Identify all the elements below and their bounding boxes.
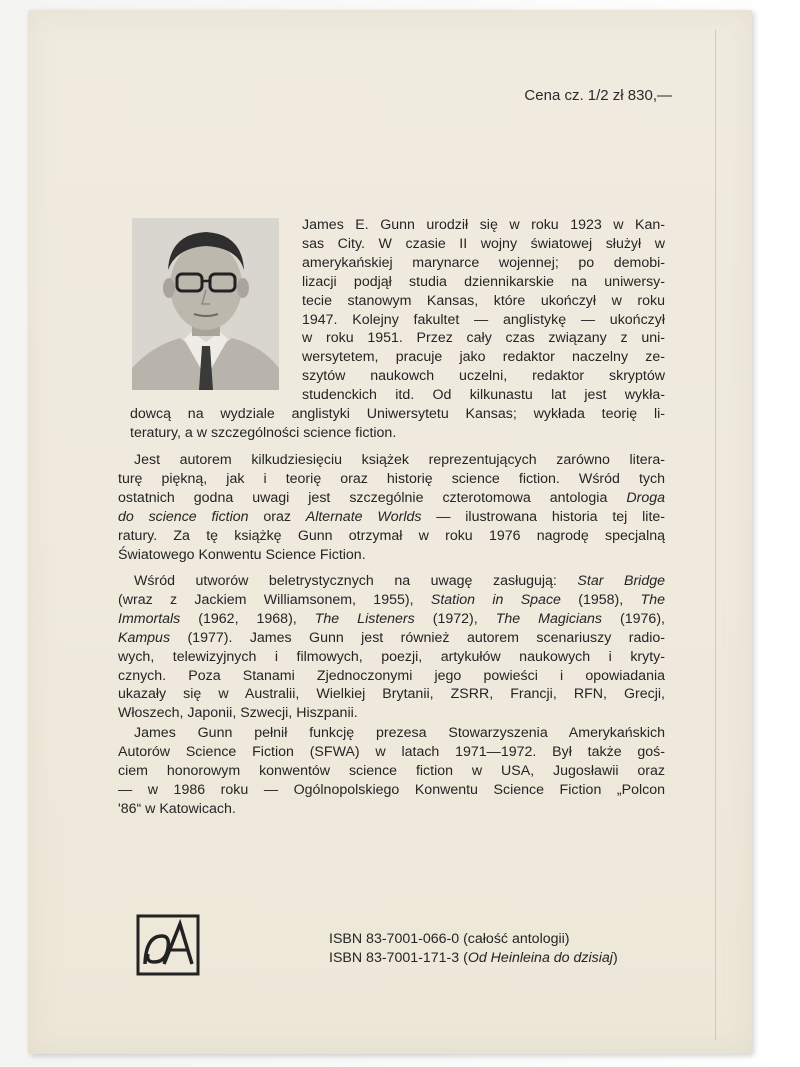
bio-paragraph-1-full (130, 405, 665, 443)
price-label: Cena cz. 1/2 zł 830,— (524, 87, 672, 104)
book-title: Immortals (118, 610, 181, 627)
text-line: amerykańskiej marynarce wojennej; po demobi- (302, 254, 665, 271)
text-line (118, 489, 665, 508)
text-line: w roku 1951. Przez cały czas związany z uni- (302, 330, 665, 347)
publisher-logo (136, 914, 200, 976)
text-fragment: (1972), (414, 610, 496, 627)
text-fragment: oraz (248, 508, 306, 525)
bio-paragraph-4 (118, 724, 665, 819)
text-line (118, 629, 665, 648)
text-line: Jest autorem kilkudziesięciu książek reprezentujących zarówno litera- (134, 452, 665, 468)
book-title: Station in Space (430, 591, 561, 608)
text-line: wych, telewizyjnych i filmowych, poezji, artykułów naukowych i kryty- (118, 648, 665, 665)
book-title: The Listeners (314, 610, 415, 627)
author-portrait-drawing (132, 218, 279, 390)
author-portrait (132, 218, 279, 390)
book-title: The Magicians (495, 610, 603, 627)
book-title: Droga (626, 489, 665, 506)
text-line: studenckich itd. Od kilkunastu lat jest wykła- (302, 387, 665, 404)
text-line: — w 1986 roku — Ogólnopolskiego Konwentu Science Fiction „Polcon (118, 781, 665, 798)
isbn-line-1: ISBN 83-7001-066-0 (całość antologii) (329, 931, 570, 947)
text-line: ukazały się w Australii, Wielkiej Brytanii, ZSRR, Francji, RFN, Grecji, (118, 686, 665, 703)
text-line: turę piękną, jak i teorię oraz historię science fiction. Wśród tych (118, 470, 665, 487)
book-title: Od Heinleina do dzisiaj (467, 950, 613, 966)
isbn-line-2 (329, 949, 618, 968)
text-fragment: (1962, 1968), (180, 610, 315, 627)
text-line (118, 591, 665, 610)
isbn-number: ISBN 83-7001-171-3 ( (329, 950, 468, 966)
text-line: Autorów Science Fiction (SFWA) w latach 1971—1972. Był także goś- (118, 743, 665, 760)
text-line: teratury, a w szczególności science fiction. (130, 424, 397, 441)
text-line: 1947. Kolejny fakultet — anglistykę — ukończył (302, 311, 665, 328)
text-fragment: ostatnich godna uwagi jest szczególnie czterotomowa antologia (118, 489, 627, 506)
book-title: Kampus (118, 629, 171, 646)
text-line (118, 572, 665, 591)
text-fragment: Wśród utworów beletrystycznych na uwagę zasługują: (134, 573, 578, 589)
text-fragment: (wraz z Jackiem Williamsonem, 1955), (118, 591, 431, 608)
book-title: do science fiction (118, 508, 249, 525)
text-line (118, 610, 665, 629)
text-line: tecie stanowym Kansas, które ukończył w roku (302, 292, 665, 309)
cover-fold-line (715, 30, 716, 1040)
bio-paragraph-1-side (302, 216, 665, 405)
text-line: Światowego Konwentu Science Fiction. (118, 546, 366, 563)
text-line: '86“ w Katowicach. (118, 800, 236, 817)
text-line: James E. Gunn urodził się w roku 1923 w Kan- (302, 217, 665, 233)
bio-paragraph-2 (118, 451, 665, 564)
text-line: Włoszech, Japonii, Szwecji, Hiszpanii. (118, 705, 358, 722)
text-line: dowcą na wydziale anglistyki Uniwersytetu Kansas; wykłada teorię li- (130, 406, 665, 422)
text-line: cznych. Poza Stanami Zjednoczonymi jego powieści i opowiadania (118, 667, 665, 684)
text-fragment: — ilustrowana historia tej lite- (421, 508, 665, 525)
text-line: sas City. W czasie II wojny światowej służył w (302, 235, 665, 252)
text-line: wersytetem, pracuje jako redaktor naczelny ze- (302, 349, 665, 366)
book-title: The (640, 591, 665, 608)
text-line: James Gunn pełnił funkcję prezesa Stowarzyszenia Amerykańskich (134, 725, 665, 741)
text-fragment: (1976), (602, 610, 665, 627)
text-fragment: (1977). James Gunn jest również autorem scenariuszy radio- (170, 629, 665, 646)
isbn-suffix: ) (612, 950, 618, 966)
book-title: Alternate Worlds (305, 508, 422, 525)
bio-paragraph-3 (118, 572, 665, 723)
isbn-block (329, 930, 618, 968)
text-line: ratury. Za tę książkę Gunn otrzymał w roku 1976 nagrodę specjalną (118, 527, 665, 544)
text-line: ciem honorowym konwentów science fiction w USA, Jugosławii oraz (118, 762, 665, 779)
publisher-logo-icon (136, 914, 200, 976)
text-fragment: (1958), (560, 591, 641, 608)
book-title: Star Bridge (577, 573, 665, 589)
text-line: szytów naukowch uczelni, redaktor skryptów (302, 368, 665, 385)
text-line (118, 508, 665, 527)
text-line: lizacji podjął studia dziennikarskie na uniwersy- (302, 273, 665, 290)
